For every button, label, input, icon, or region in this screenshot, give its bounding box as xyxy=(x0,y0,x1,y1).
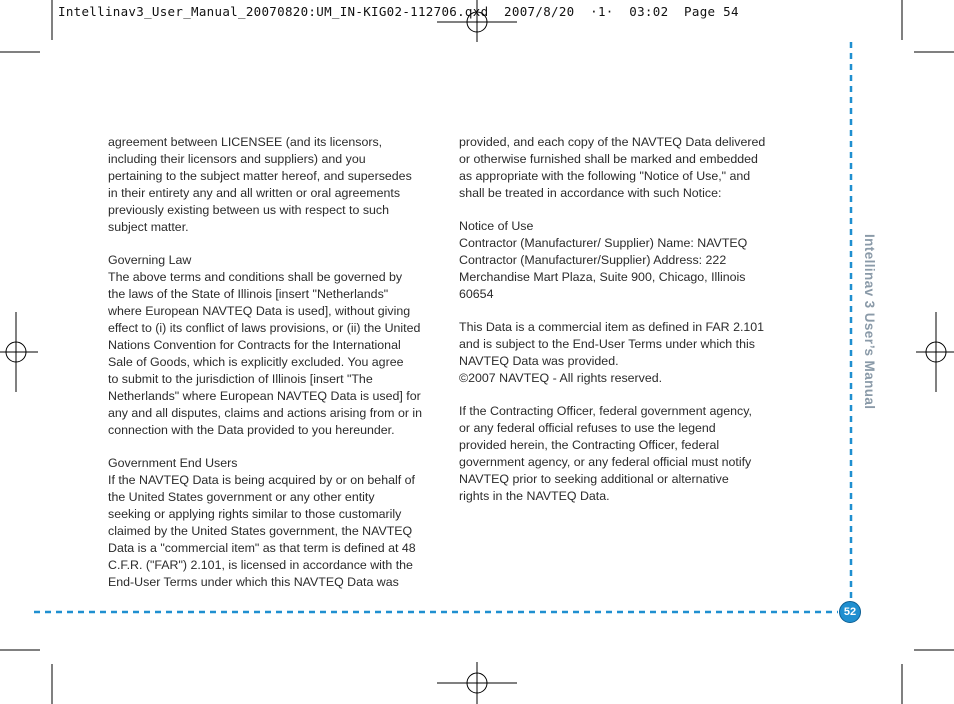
paragraph-notice-of-use: Notice of Use Contractor (Manufacturer/ Supplier) Name: NAVTEQ Contractor (Manufacturer/Supplier) Address: 222 Merchandise Mart Plaza, Suite 900, Chicago, Illinois 60654 xyxy=(459,219,748,301)
registration-mark-left xyxy=(0,312,38,392)
paragraph-government-end-users: Government End Users If the NAVTEQ Data is being acquired by or on behalf of the United States government or any other entity seeking or applying rights similar to those customarily claimed by the United States government, the NAVTEQ Data is a "commercial item" as that term is defined at 48 C.F.R. ("FAR") 2.101, is licensed in accordance with the End-User Terms under which this NAVTEQ Data was xyxy=(108,456,416,589)
paragraph-commercial-item: This Data is a commercial item as defined in FAR 2.101 and is subject to the End-User Terms under which this NAVTEQ Data was provided. ©2007 NAVTEQ - All rights reserved. xyxy=(459,320,765,385)
registration-mark-bottom xyxy=(437,662,517,704)
paragraph: provided, and each copy of the NAVTEQ Data delivered or otherwise furnished shall be marked and embedded as appropriate with the following "Notice of Use," and shall be treated in accordance with such Notice: xyxy=(459,135,766,200)
paragraph: agreement between LICENSEE (and its licensors, including their licensors and suppliers) and you pertaining to the subject matter hereof, and supersedes in their entirety any and all written or oral agreements previously existing between us with respect to such subject matter. xyxy=(108,135,412,234)
registration-mark-top xyxy=(437,0,517,42)
left-text-column xyxy=(108,134,444,607)
manual-side-title: Intellinav 3 User’s Manual xyxy=(862,234,877,410)
registration-mark-right xyxy=(916,312,954,392)
paragraph-governing-law: Governing Law The above terms and conditions shall be governed by the laws of the State of Illinois [insert "Netherlands" where European NAVTEQ Data is used], without giving effect to (i) its conflict of laws provisions, or (ii) the United Nations Convention for Contracts for the International Sale of Goods, which is explicitly excluded. You agree to submit to the jurisdiction of Illinois [insert "The Netherlands" where European NAVTEQ Data is used] for any and all disputes, claims and actions arising from or in connection with the Data provided to you hereunder. xyxy=(108,253,423,437)
print-slug-line: Intellinav3_User_Manual_20070820:UM_IN-KIG02-112706.qxd 2007/8/20 ·1· 03:02 Page 54 xyxy=(58,4,739,19)
paragraph-contracting-officer: If the Contracting Officer, federal government agency, or any federal official refuses to use the legend provided herein, the Contracting Officer, federal government agency, or any federal official must notify NAVTEQ prior to seeking additional or alternative rights in the NAVTEQ Data. xyxy=(459,404,752,503)
page-number-badge: 52 xyxy=(839,601,861,623)
right-text-column xyxy=(459,134,799,521)
